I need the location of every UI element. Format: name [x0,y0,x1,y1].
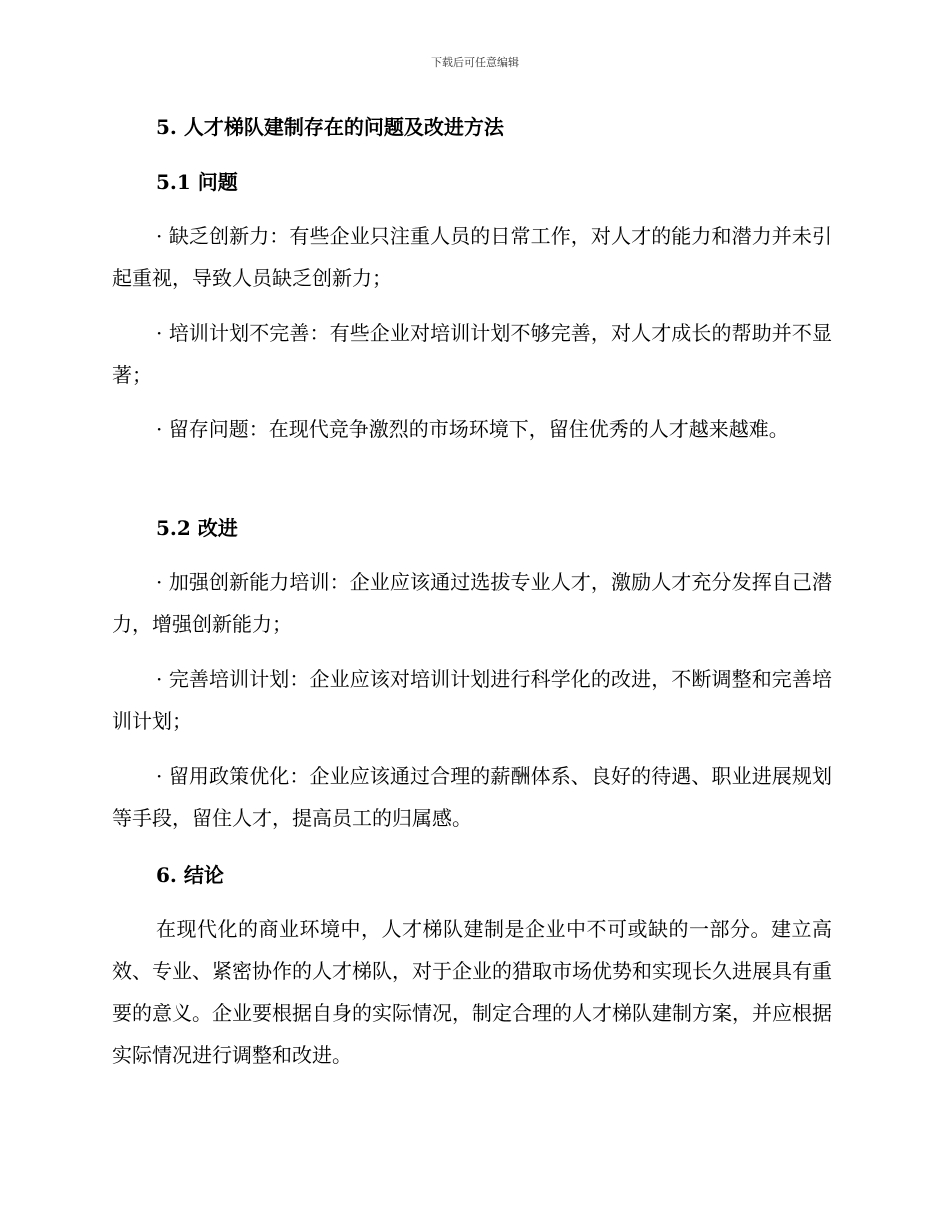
problem-retention-paragraph: · 留存问题：在现代竞争激烈的市场环境下，留住优秀的人才越来越难。 [156,417,789,441]
improve-retention-paragraph: · 留用政策优化：企业应该通过合理的薪酬体系、良好的待遇、职业进展规划等手段，留住人才，提高员工的归属感。 [112,764,832,830]
problem-innovation-paragraph: · 缺乏创新力：有些企业只注重人员的日常工作，对人才的能力和潜力并未引起重视，导致人员缺乏创新力； [112,224,832,290]
improve-training-paragraph: · 完善培训计划：企业应该对培训计划进行科学化的改进，不断调整和完善培训计划； [112,667,832,733]
conclusion-paragraph: 在现代化的商业环境中，人才梯队建制是企业中不可或缺的一部分。建立高效、专业、紧密协作的人才梯队，对于企业的猎取市场优势和实现长久进展具有重要的意义。企业要根据自身的实际情况，制定合理的人才梯队建制方案，并应根据实际情况进行调整和改进。 [112,917,832,1067]
section-6-title: 6. 结论 [156,863,224,887]
improve-innovation-paragraph: · 加强创新能力培训：企业应该通过选拔专业人才，激励人才充分发挥自己潜力，增强创新能力； [112,570,832,636]
section-5-title: 5. 人才梯队建制存在的问题及改进方法 [156,115,504,139]
section-5-1-title: 5.1 问题 [156,170,238,194]
page-header: 下载后可任意编辑 [431,56,519,69]
section-5-2-title: 5.2 改进 [156,516,238,540]
problem-training-paragraph: · 培训计划不完善：有些企业对培训计划不够完善，对人才成长的帮助并不显著； [112,321,832,387]
